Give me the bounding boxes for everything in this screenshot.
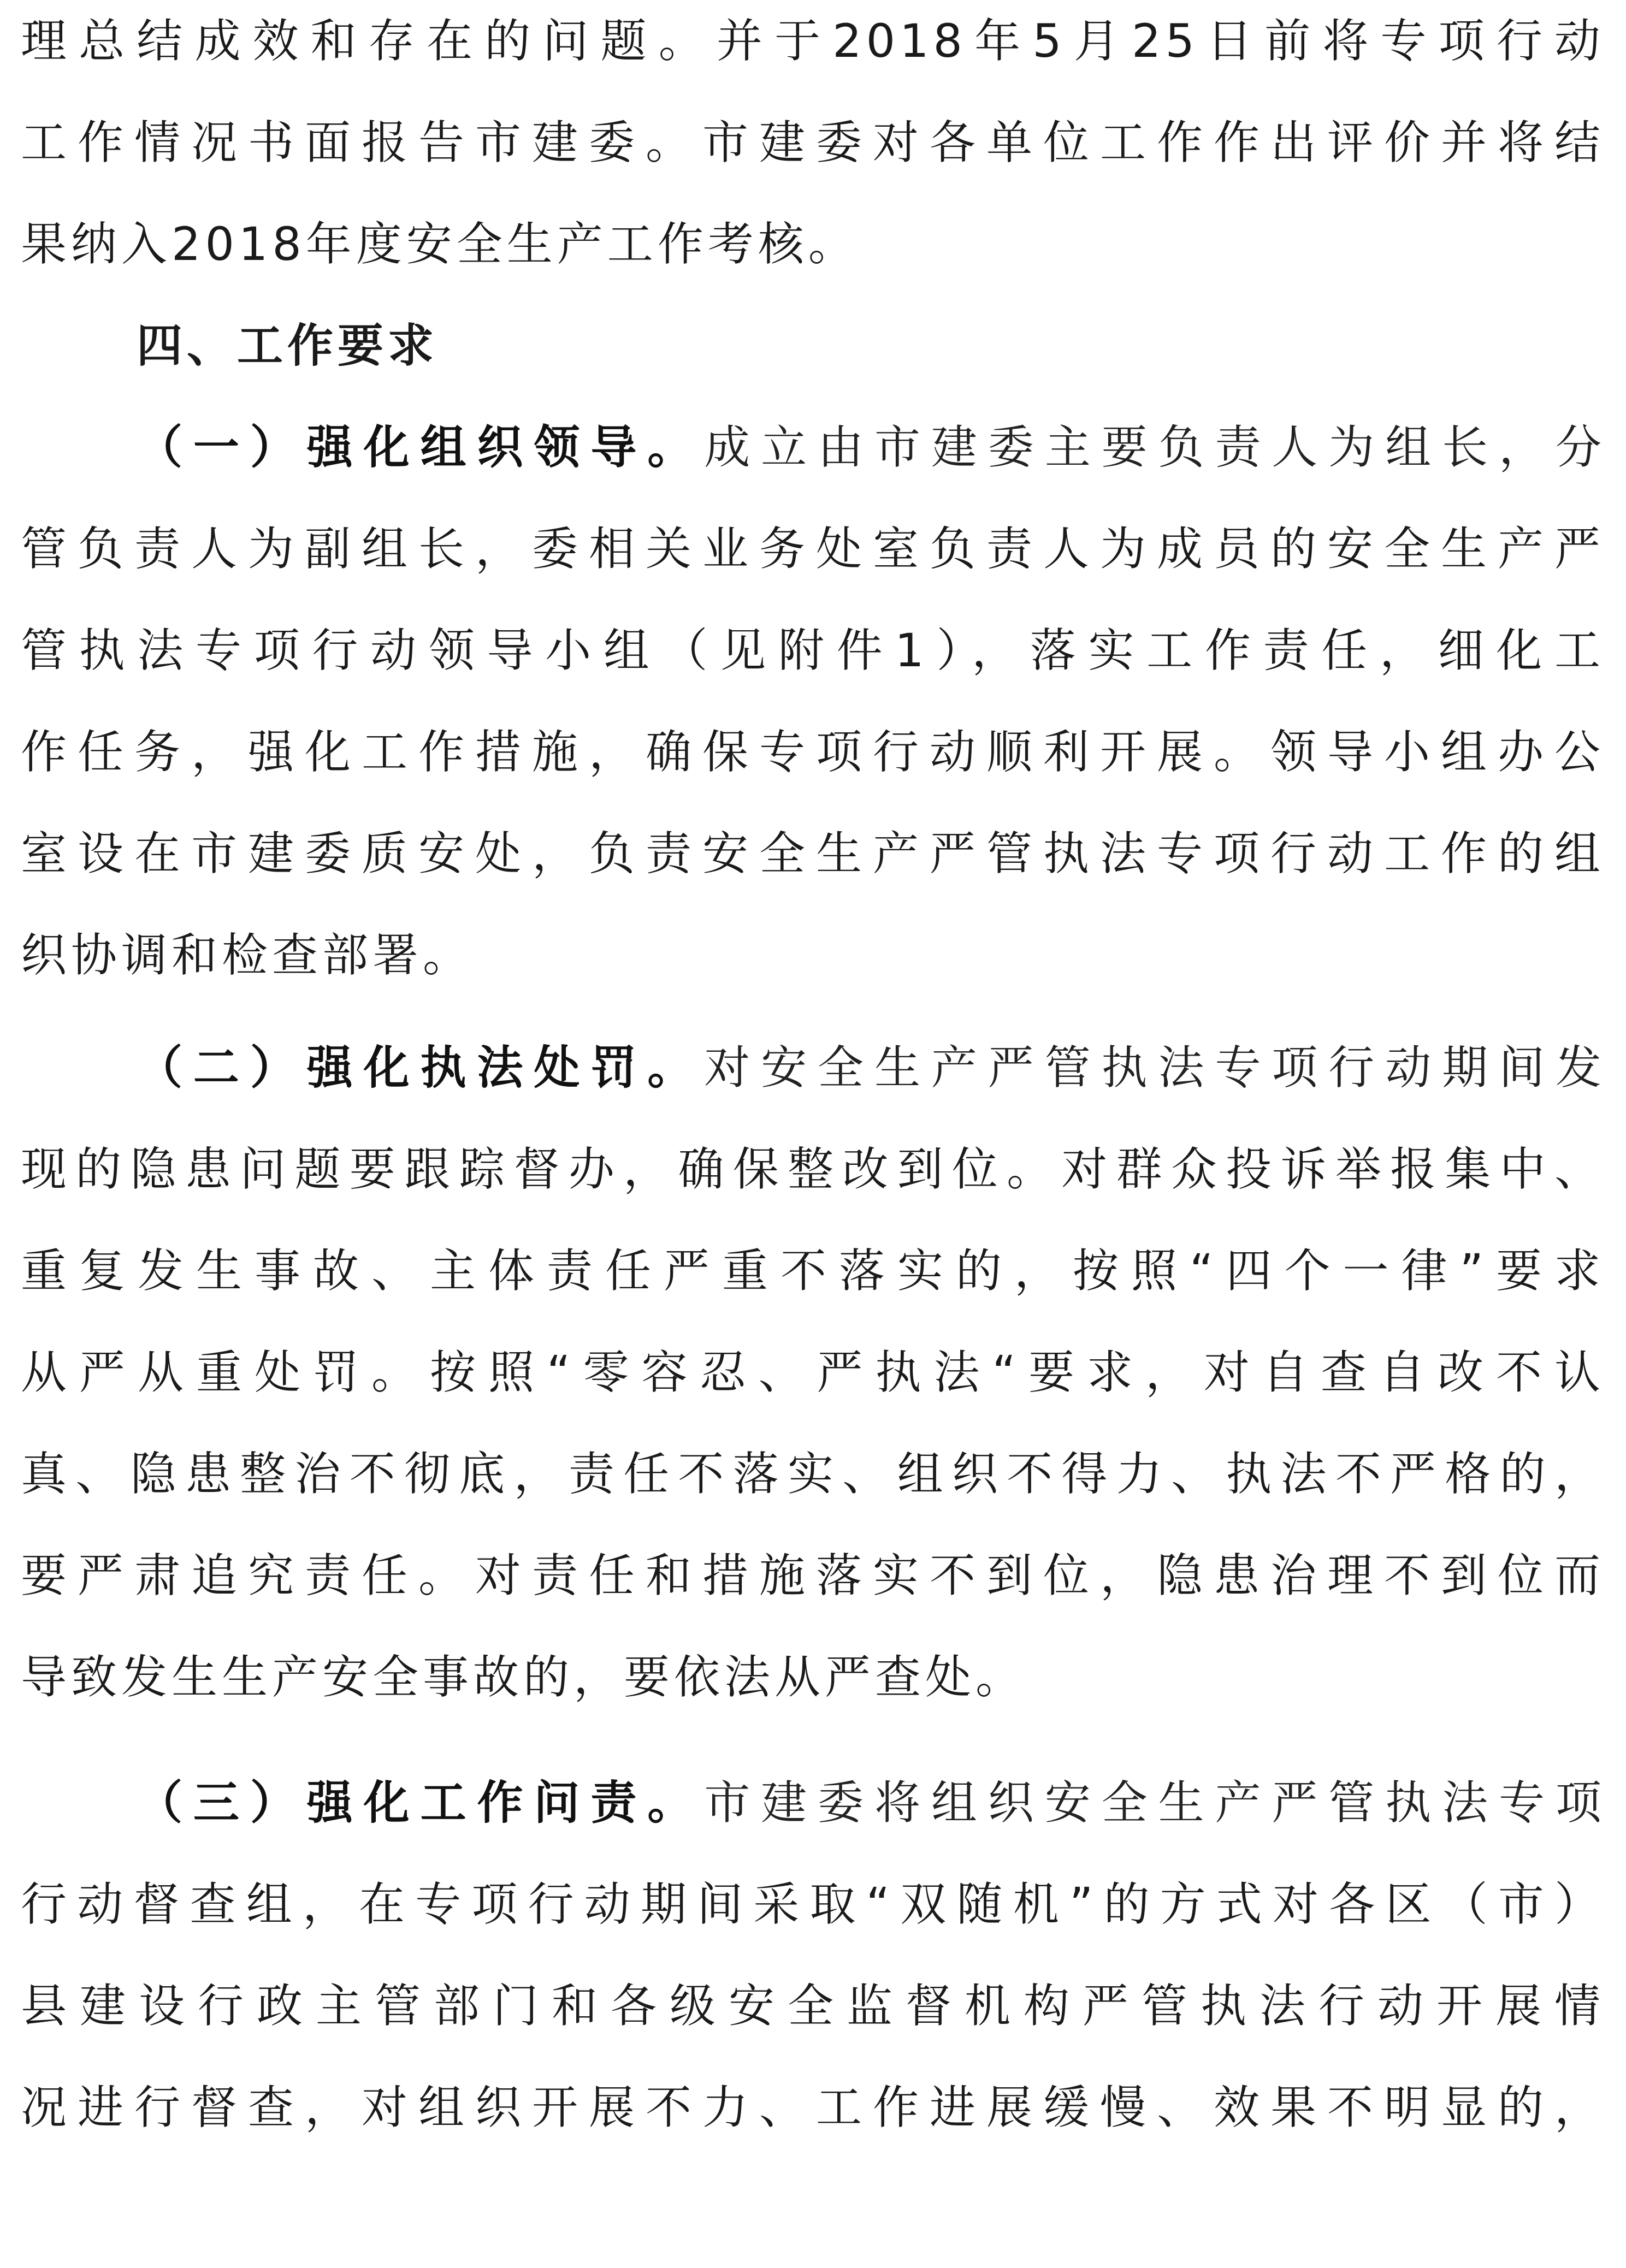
paragraph-3-line-3: 县建设行政主管部门和各级安全监督机构严管执法行动开展情 [21,1979,1605,2033]
body-line-2: 工作情况书面报告市建委。市建委对各单位工作作出评价并将结 [21,116,1605,169]
paragraph-1-line-4: 作任务，强化工作措施，确保专项行动顺利开展。领导小组办公 [21,725,1605,779]
paragraph-2-line-4: 从严从重处罚。按照“零容忍、严执法“要求，对自查自改不认 [21,1346,1605,1399]
paragraph-2-line-6: 要严肃追究责任。对责任和措施落实不到位，隐患治理不到位而 [21,1549,1605,1602]
paragraph-1-line-6: 织协调和检查部署。 [21,928,474,982]
paragraph-1-first-line [137,406,1606,488]
paragraph-3-heading: （三）强化工作问责。 [137,1776,705,1829]
paragraph-1-heading: （一）强化组织领导。 [137,421,705,474]
paragraph-2-heading: （二）强化执法处罚。 [137,1041,705,1094]
body-line-1: 理总结成效和存在的问题。并于2018年5月25日前将专项行动 [21,14,1605,68]
paragraph-1-text-start: 成立由市建委主要负责人为组长，分 [704,421,1606,474]
paragraph-2-line-3: 重复发生事故、主体责任严重不落实的，按照“四个一律”要求 [21,1244,1605,1298]
paragraph-2-first-line [137,1027,1606,1109]
paragraph-1-line-5: 室设在市建委质安处，负责安全生产严管执法专项行动工作的组 [21,827,1605,880]
paragraph-3-line-2: 行动督查组，在专项行动期间采取“双随机”的方式对各区（市） [21,1878,1605,1931]
paragraph-2-line-2: 现的隐患问题要跟踪督办，确保整改到位。对群众投诉举报集中、 [21,1142,1605,1196]
paragraph-3-first-line [137,1762,1606,1844]
body-line-3: 果纳入2018年度安全生产工作考核。 [21,217,859,271]
paragraph-3-line-4: 况进行督查，对组织开展不力、工作进展缓慢、效果不明显的， [21,2081,1605,2134]
paragraph-3-text-start: 市建委将组织安全生产严管执法专项 [704,1776,1606,1829]
section-heading-4: 四、工作要求 [137,319,439,372]
paragraph-2-line-7: 导致发生生产安全事故的，要依法从严查处。 [21,1650,1026,1704]
paragraph-2-text-start: 对安全生产严管执法专项行动期间发 [704,1041,1606,1094]
paragraph-1-line-2: 管负责人为副组长，委相关业务处室负责人为成员的安全生产严 [21,522,1605,576]
paragraph-2-line-5: 真、隐患整治不彻底，责任不落实、组织不得力、执法不严格的， [21,1447,1605,1501]
paragraph-1-line-3: 管执法专项行动领导小组（见附件1），落实工作责任，细化工 [21,624,1605,677]
